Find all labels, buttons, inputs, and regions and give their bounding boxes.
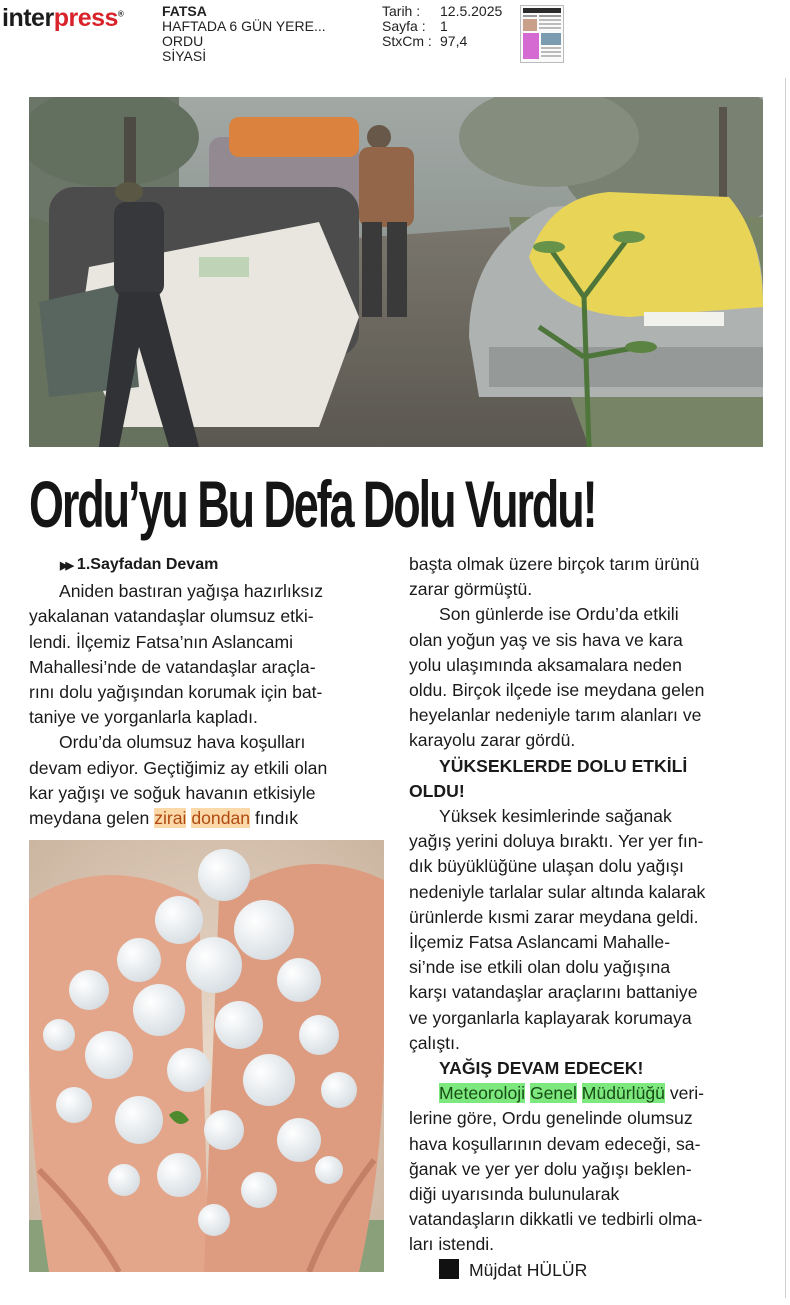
text-line: İlçemiz Fatsa Aslancami Mahalle- — [409, 932, 671, 953]
text-line: devam ediyor. Geçtiğimiz ay etkili olan — [29, 757, 328, 778]
paper-category: SİYASİ — [162, 48, 207, 64]
article-headline: Ordu’yu Bu Defa Dolu Vurdu! — [29, 467, 596, 541]
text-line: rını dolu yağışından korumak için bat- — [29, 682, 323, 703]
meta-page: Sayfa : 1 — [382, 18, 448, 34]
text-line: çalıştı. — [409, 1032, 460, 1053]
text-line: heyelanlar nedeniyle tarım alanları ve — [409, 705, 702, 726]
text-line: ları istendi. — [409, 1234, 495, 1255]
text-line: Aniden bastıran yağışa hazırlıksız — [59, 581, 324, 602]
paper-period: HAFTADA 6 GÜN YERE... — [162, 18, 326, 34]
highlighted-term: zirai — [154, 808, 187, 829]
text-line: lerine göre, Ordu genelinde olumsuz — [409, 1108, 693, 1129]
meta-date: Tarih : 12.5.2025 — [382, 3, 503, 19]
subheading-hail-cont: OLDU! — [409, 780, 465, 801]
text-line: kar yağışı ve soğuk havanın etkisiyle — [29, 782, 316, 803]
source-info — [162, 4, 326, 64]
text-line: olan yoğun yaş ve sis hava ve kara — [409, 629, 683, 650]
double-arrow-icon: ▶▶ — [60, 560, 71, 572]
article-column-right — [409, 552, 769, 1283]
text-line: Meteoroloji Genel Müdürlüğü veri- — [439, 1083, 705, 1104]
rain-cars-photo — [29, 97, 763, 447]
paper-region: ORDU — [162, 33, 204, 49]
interpress-logo: interpress® — [2, 4, 124, 32]
continued-from-kicker: ▶▶ 1.Sayfadan Devam — [60, 556, 219, 573]
author-byline: Müjdat HÜLÜR — [409, 1258, 769, 1283]
text-line: ğanak ve yer yer dolu yağışı beklen- — [409, 1158, 692, 1179]
clip-meta — [382, 4, 502, 49]
text-line: yakalanan vatandaşlar olumsuz etki- — [29, 606, 314, 627]
text-line: taniye ve yorganlarla kapladı. — [29, 707, 258, 728]
text-line: si’nde ise etkili olan dolu yağışına — [409, 957, 671, 978]
text-line: karşı vatandaşlar araçlarını battaniye — [409, 982, 698, 1003]
text-line: başta olmak üzere birçok tarım ürünü — [409, 554, 700, 574]
text-line: yolu ulaşımında aksamalara neden — [409, 654, 682, 675]
highlighted-term: dondan — [191, 808, 251, 829]
text-line: karayolu zarar gördü. — [409, 730, 576, 751]
text-line: yağış yerini doluya bıraktı. Yer yer fın- — [409, 831, 704, 852]
text-line: nedeniyle tarlalar sular altında kalarak — [409, 881, 706, 902]
text-line: hava koşullarının devam edeceği, sa- — [409, 1133, 701, 1154]
highlighted-term: Genel — [529, 1083, 577, 1104]
text-line: dık büyüklüğüne ulaşan dolu yağışı — [409, 856, 684, 877]
subheading-rain: YAĞIŞ DEVAM EDECEK! — [439, 1058, 644, 1079]
text-line: diği uyarısında bulunularak — [409, 1184, 620, 1205]
text-line: oldu. Birçok ilçede ise meydana gelen — [409, 680, 705, 701]
text-line: zarar görmüştü. — [409, 579, 533, 600]
page-thumbnail[interactable] — [520, 5, 564, 63]
article-column-left — [29, 552, 389, 831]
text-line: ve yorganlarla kaplayarak korumaya — [409, 1007, 692, 1028]
highlighted-term: Meteoroloji — [439, 1083, 526, 1104]
subheading-hail: YÜKSEKLERDE DOLU ETKİLİ — [439, 755, 688, 776]
meta-stxcm: StxCm : 97,4 — [382, 33, 468, 49]
hail-in-hands-photo — [29, 840, 384, 1272]
text-line: lendi. İlçemiz Fatsa’nın Aslancami — [29, 631, 294, 652]
text-line: Yüksek kesimlerinde sağanak — [439, 806, 672, 827]
text-line: Son günlerde ise Ordu’da etkili — [439, 604, 679, 625]
paper-name: FATSA — [162, 3, 207, 19]
text-line: vatandaşların dikkatli ve tedbirli olma- — [409, 1209, 703, 1230]
square-bullet-icon — [439, 1259, 459, 1279]
page-edge-line — [785, 78, 786, 1298]
text-line: meydana gelen zirai dondan fındık — [29, 808, 298, 829]
text-line: Ordu’da olumsuz hava koşulları — [59, 732, 306, 753]
text-line: ürünlerde kısmi zarar meydana geldi. — [409, 906, 699, 927]
highlighted-term: Müdürlüğü — [581, 1083, 665, 1104]
text-line: Mahallesi’nde de vatandaşlar araçla- — [29, 656, 316, 677]
